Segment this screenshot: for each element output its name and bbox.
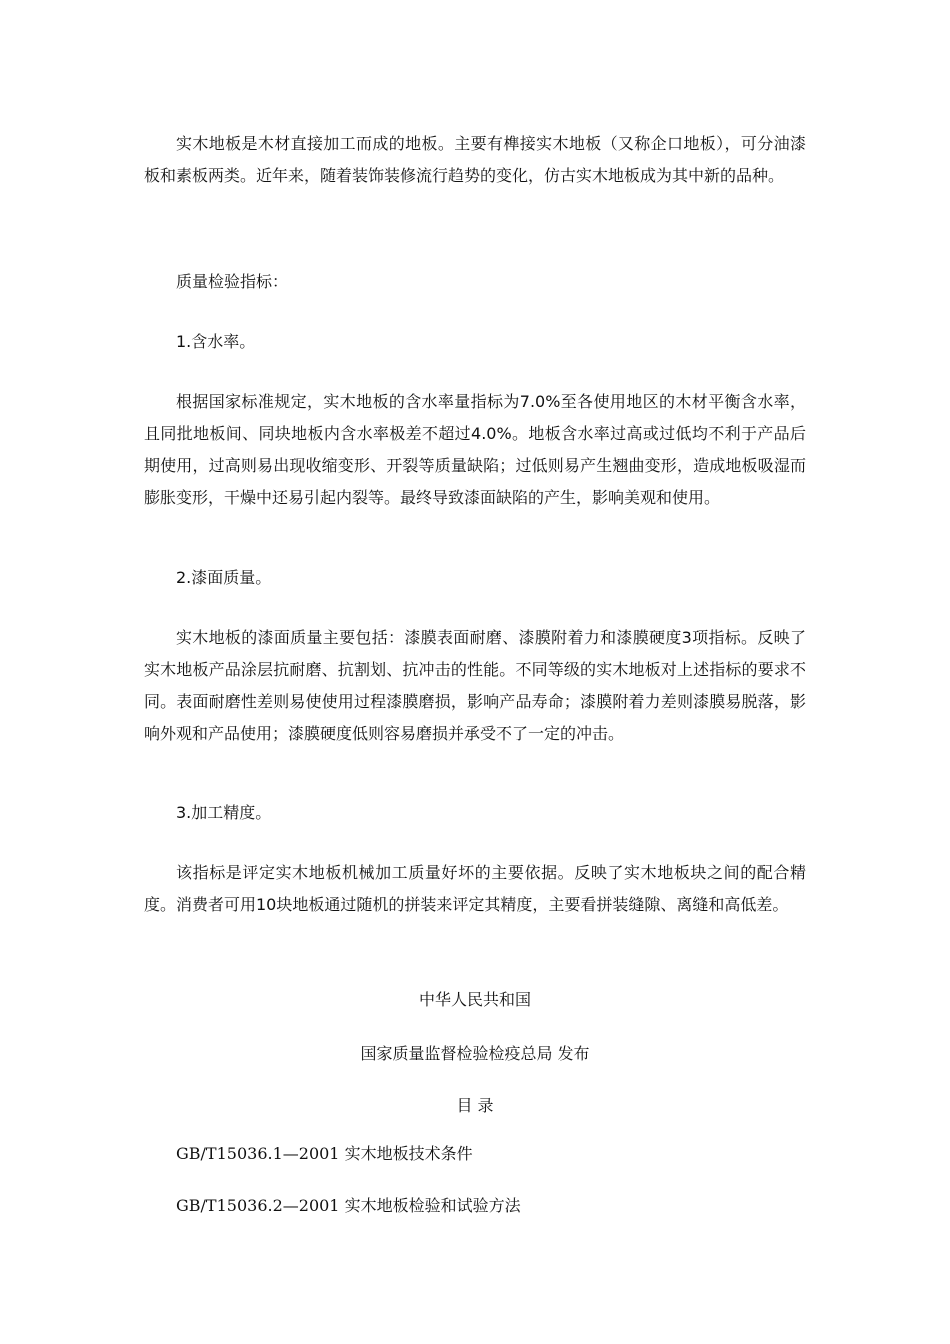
section-2-title: 2.漆面质量。	[176, 568, 272, 587]
toc-item: GB/T15036.2—2001 实木地板检验和试验方法	[176, 1196, 521, 1215]
quality-heading: 质量检验指标：	[176, 272, 289, 291]
section-3-title: 3.加工精度。	[176, 803, 272, 822]
toc-title: 目 录	[456, 1096, 494, 1115]
issuer-country: 中华人民共和国	[418, 990, 531, 1009]
intro-paragraph: 实木地板是木材直接加工而成的地板。主要有榫接实木地板（又称企口地板），可分油漆板和素板两类。近年来，随着装饰装修流行趋势的变化，仿古实木地板成为其中新的品种。	[144, 134, 806, 185]
section-1-title: 1.含水率。	[176, 332, 256, 351]
section-3-body: 该指标是评定实木地板机械加工质量好坏的主要依据。反映了实木地板块之间的配合精度。消费者可用10块地板通过随机的拼装来评定其精度，主要看拼装缝隙、离缝和高低差。	[144, 863, 806, 914]
section-2-body: 实木地板的漆面质量主要包括：漆膜表面耐磨、漆膜附着力和漆膜硬度3项指标。反映了实木地板产品涂层抗耐磨、抗割划、抗冲击的性能。不同等级的实木地板对上述指标的要求不同。表面耐磨性差则易使使用过程漆膜磨损，影响产品寿命；漆膜附着力差则漆膜易脱落，影响外观和产品使用；漆膜硬度低则容易磨损并承受不了一定的冲击。	[144, 628, 806, 743]
issuer-agency: 国家质量监督检验检疫总局 发布	[360, 1044, 590, 1063]
toc-item: GB/T15036.1—2001 实木地板技术条件	[176, 1144, 473, 1163]
section-1-body: 根据国家标准规定，实木地板的含水率量指标为7.0%至各使用地区的木材平衡含水率，且同批地板间、同块地板内含水率极差不超过4.0%。地板含水率过高或过低均不利于产品后期使用，过高则易出现收缩变形、开裂等质量缺陷；过低则易产生翘曲变形，造成地板吸湿而膨胀变形，干燥中还易引起内裂等。最终导致漆面缺陷的产生，影响美观和使用。	[144, 392, 806, 507]
